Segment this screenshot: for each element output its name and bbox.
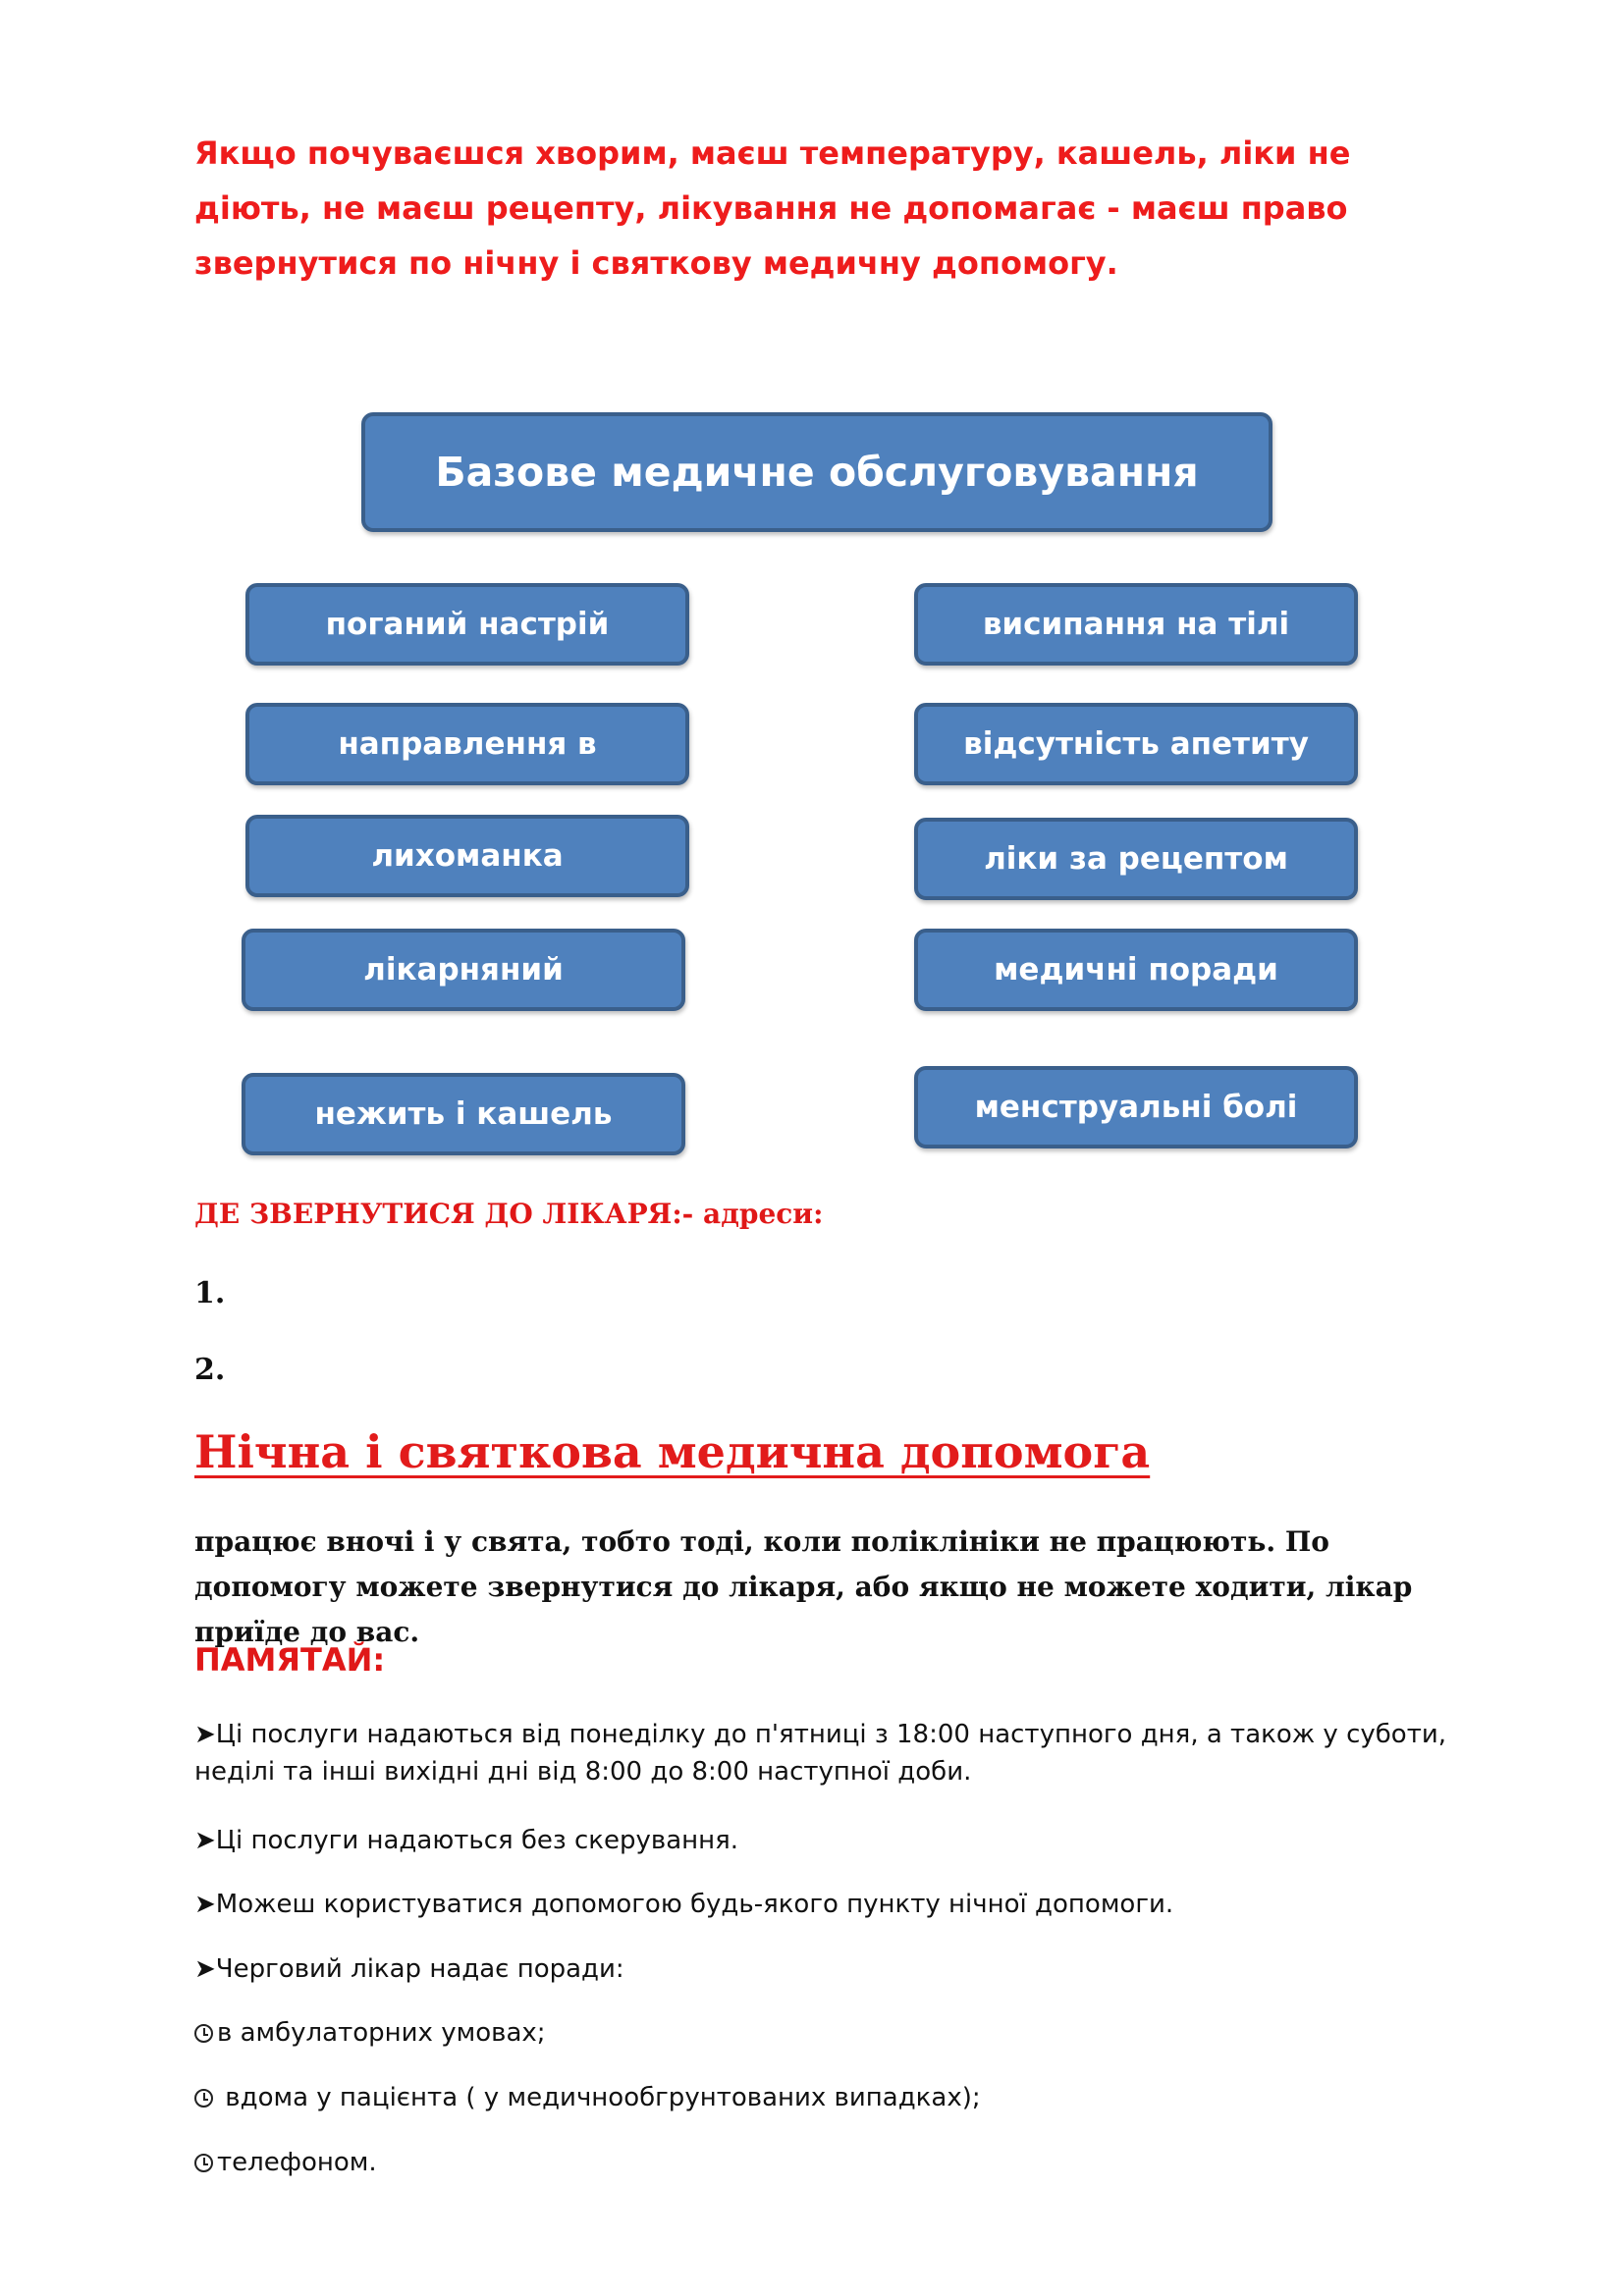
bullet-text: Ці послуги надаються без скерування. <box>215 1826 739 1855</box>
arrowhead-bullet-icon: ➤ <box>194 1890 216 1919</box>
clock-icon <box>194 2024 213 2043</box>
section-description: працює вночі і у свята, тобто тоді, коли поліклініки не працюють. По допомогу можете звернутися до лікаря, або якщо не можете ходити, лікар приїде до вас. <box>194 1525 1413 1648</box>
where-heading: ДЕ ЗВЕРНУТИСЯ ДО ЛІКАРЯ:- адреси: <box>194 1198 824 1230</box>
bullet-item <box>194 1716 1461 1790</box>
intro-text: Якщо почуваєшся хворим, маєш температуру, кашель, ліки не діють, не маєш рецепту, лікування не допомагає - маєш право звернутися по нічну і святкову медичну допомогу. <box>194 134 1351 282</box>
sub-item-text: вдома у пацієнта ( у медичнообгрунтованих випадках); <box>217 2083 981 2112</box>
clock-icon <box>194 2154 213 2172</box>
address-item-1: 1. <box>194 1276 226 1310</box>
section-title: Нічна і святкова медична допомога <box>194 1425 1151 1478</box>
sub-item-text: телефоном. <box>217 2148 377 2177</box>
arrowhead-bullet-icon: ➤ <box>194 1954 216 1984</box>
bullet-text: Черговий лікар надає поради: <box>215 1954 624 1984</box>
left-box-4: лікарняний <box>242 929 685 1011</box>
bullet-text: Ці послуги надаються від понеділку до п'ятниці з 18:00 наступного дня, а також у суботи, неділі та інші вихідні дні від 8:00 до 8:00 наступної доби. <box>194 1720 1447 1787</box>
right-box-3: ліки за рецептом <box>914 818 1358 900</box>
main-service-box: Базове медичне обслуговування <box>361 412 1272 532</box>
right-box-2: відсутність апетиту <box>914 703 1358 785</box>
sub-item-text: в амбулаторних умовах; <box>217 2018 546 2048</box>
right-box-5: менструальні болі <box>914 1066 1358 1148</box>
bullet-item <box>194 1822 1461 1859</box>
left-box-1: поганий настрій <box>245 583 689 666</box>
right-box-1: висипання на тілі <box>914 583 1358 666</box>
sub-item <box>194 2144 1461 2181</box>
bullet-item <box>194 1950 1461 1988</box>
arrowhead-bullet-icon: ➤ <box>194 1826 216 1855</box>
remember-heading: ПАМЯТАЙ: <box>194 1641 386 1679</box>
right-box-4: медичні поради <box>914 929 1358 1011</box>
left-box-5: нежить і кашель <box>242 1073 685 1155</box>
sub-item <box>194 2079 1461 2116</box>
address-item-2: 2. <box>194 1353 226 1387</box>
left-box-2: направлення в <box>245 703 689 785</box>
bullet-item <box>194 1886 1461 1923</box>
sub-item <box>194 2014 1461 2052</box>
left-box-3: лихоманка <box>245 815 689 897</box>
clock-icon <box>194 2089 213 2108</box>
bullet-text: Можеш користуватися допомогою будь-якого пункту нічної допомоги. <box>215 1890 1174 1919</box>
arrowhead-bullet-icon: ➤ <box>194 1720 216 1749</box>
